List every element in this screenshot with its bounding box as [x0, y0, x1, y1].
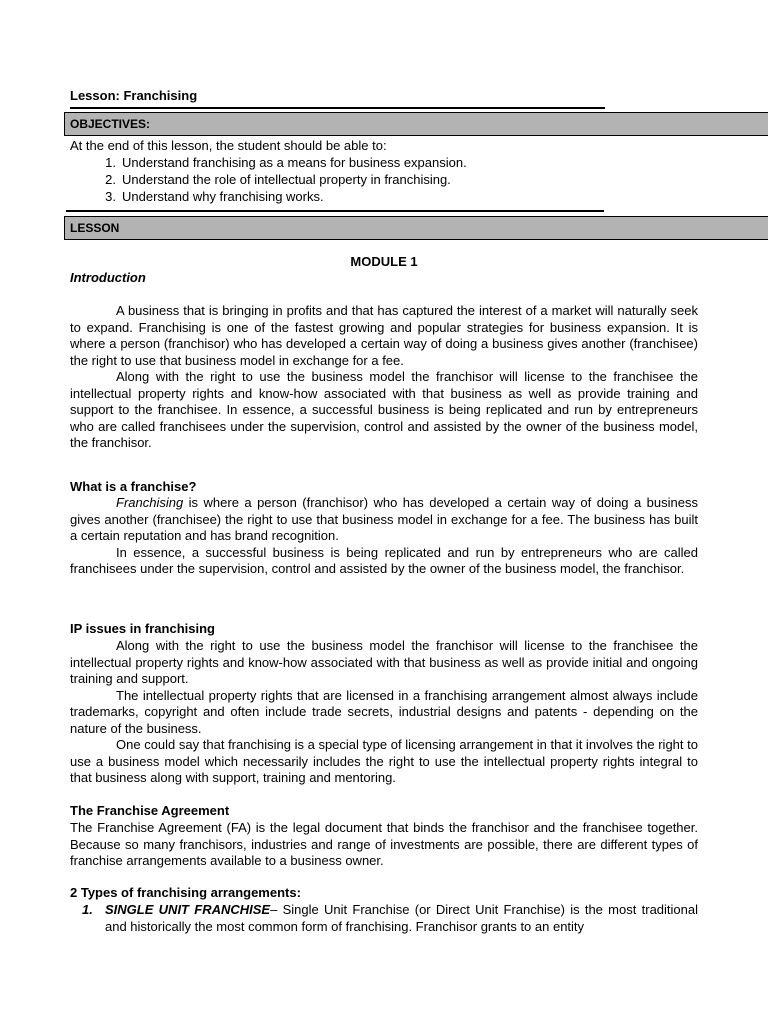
paragraph: Franchising is where a person (franchisor) who has developed a certain way of doing a business gives another (franchisee) the right to use that business model in exchange for a fee. The business has built a certain reputation and has brand recognition.	[70, 495, 698, 543]
objectives-intro: At the end of this lesson, the student should be able to:	[70, 138, 387, 153]
objectives-bottom-rule	[66, 210, 604, 212]
ip-issues-body	[70, 638, 698, 787]
paragraph: A business that is bringing in profits and that has captured the interest of a market will naturally seek to expand. Franchising is one of the fastest growing and popular strategies for business expansion. It is where a person (franchisor) who has developed a certain way of doing a business gives another (franchisee) the right to use that business model in exchange for a fee.	[70, 303, 698, 368]
paragraph: One could say that franchising is a special type of licensing arrangement in that it involves the right to use a business model which necessarily includes the right to use the intellectual property rights integral to that business along with support, training and mentoring.	[70, 737, 698, 785]
title-underline	[70, 107, 605, 109]
paragraph: Along with the right to use the business model the franchisor will license to the franchisee the intellectual property rights and know-how associated with that business as well as provide initial and ongoing training and support.	[70, 638, 698, 686]
introduction-heading: Introduction	[70, 270, 146, 285]
list-item: 1. SINGLE UNIT FRANCHISE– Single Unit Franchise (or Direct Unit Franchise) is the most traditional and historically the most common form of franchising. Franchisor grants to an entity	[82, 902, 698, 934]
list-item: 2. Understand the role of intellectual property in franchising.	[105, 172, 451, 187]
paragraph: In essence, a successful business is being replicated and run by entrepreneurs who are called franchisees under the supervision, control and assisted by the owner of the business model, the franchisor.	[70, 544, 698, 576]
agreement-body	[70, 820, 698, 870]
paragraph: The Franchise Agreement (FA) is the legal document that binds the franchisor and the franchisee together. Because so many franchisors, industries and range of investments are possible, there are different types of franchise arrangements available to a business owner.	[70, 820, 698, 868]
objectives-header-bar	[64, 112, 768, 136]
what-is-body	[70, 495, 698, 578]
paragraph: The intellectual property rights that are licensed in a franchising arrangement almost always include trademarks, copyright and often include trade secrets, industrial designs and patents - depending on the nature of the business.	[70, 687, 698, 736]
introduction-body	[70, 303, 698, 452]
module-title: MODULE 1	[350, 254, 418, 269]
types-heading: 2 Types of franchising arrangements:	[70, 885, 301, 900]
ip-issues-heading: IP issues in franchising	[70, 621, 215, 636]
what-is-heading: What is a franchise?	[70, 479, 197, 494]
list-item: 1. Understand franchising as a means for business expansion.	[105, 155, 467, 170]
paragraph: Along with the right to use the business model the franchisor will license to the franchisee the intellectual property rights and know-how associated with that business as well as provide training and support to the franchisee. In essence, a successful business is being replicated and run by entrepreneurs who are called franchisees under the supervision, control and assisted by the owner of the business model, the franchisor.	[70, 369, 698, 450]
lesson-title: Lesson: Franchising	[70, 88, 198, 103]
objectives-list	[70, 154, 467, 205]
objectives-header: OBJECTIVES:	[70, 117, 151, 131]
list-item: 3. Understand why franchising works.	[105, 189, 324, 204]
agreement-heading: The Franchise Agreement	[70, 803, 230, 818]
lesson-header: LESSON	[70, 221, 120, 235]
lesson-header-bar	[64, 216, 768, 240]
